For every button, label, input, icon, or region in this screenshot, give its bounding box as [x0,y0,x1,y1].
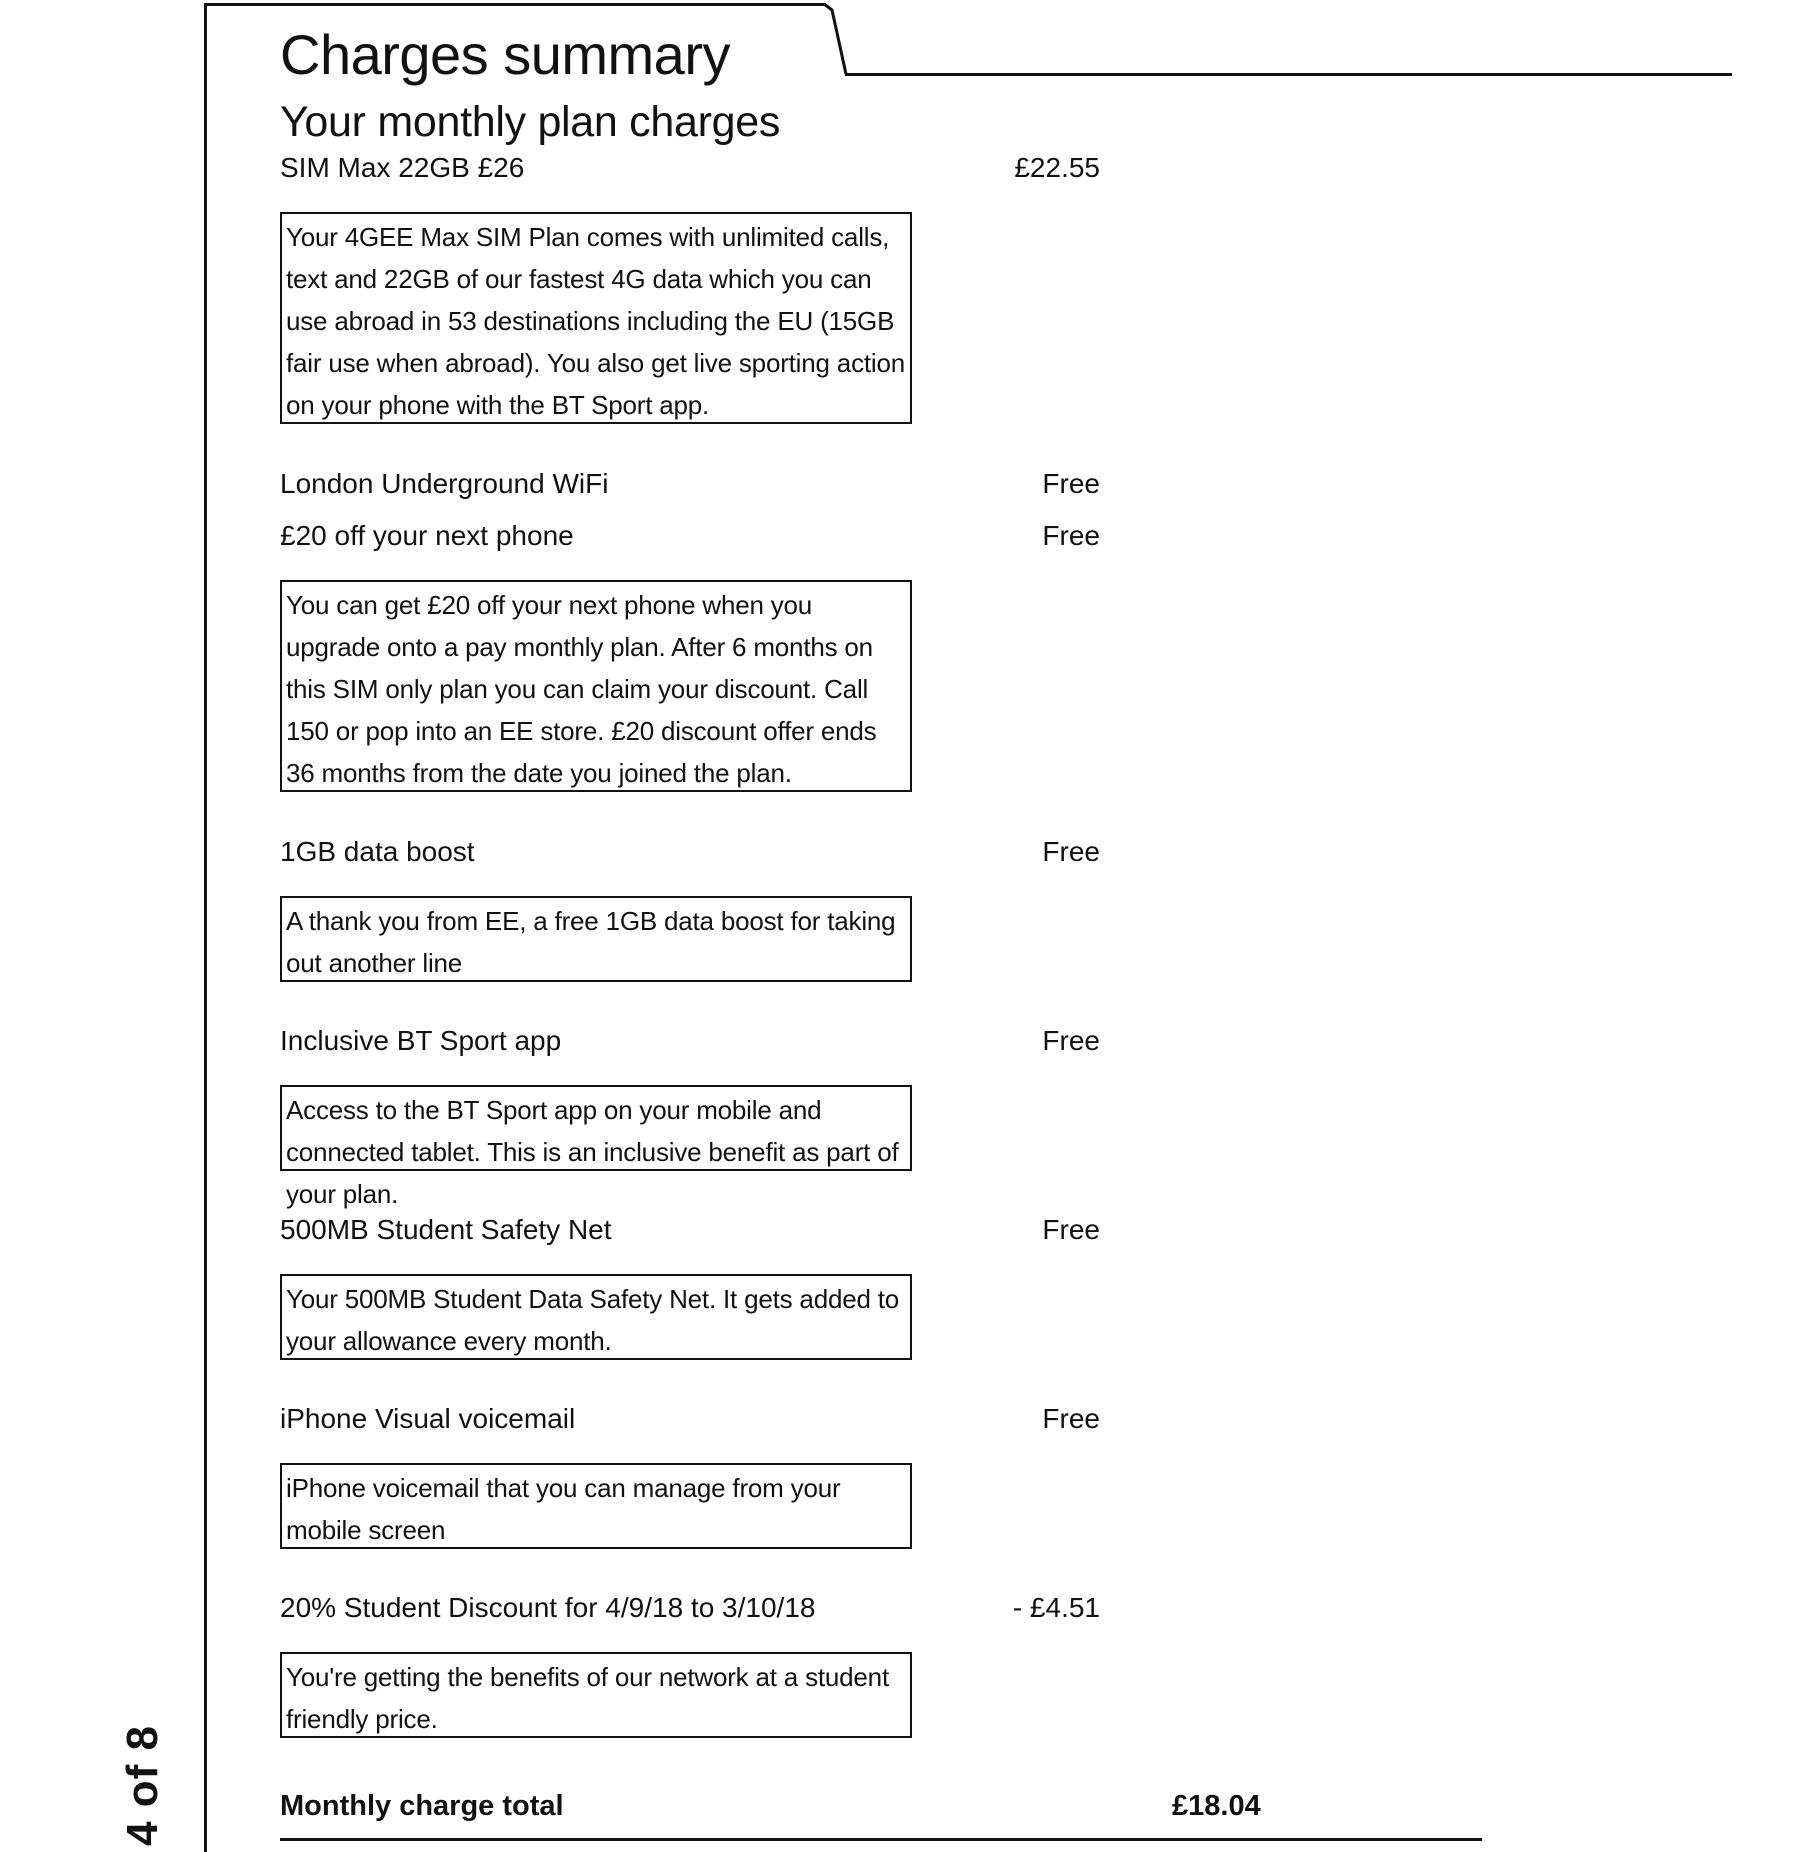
charge-item-description: You're getting the benefits of our network at a student friendly price. [280,1652,912,1738]
page-number: 4 of 8 [118,1725,167,1846]
section-header-rule [845,73,1732,76]
charge-item-label: SIM Max 22GB £26 [280,152,525,183]
charge-item-label: 500MB Student Safety Net [280,1214,612,1245]
charge-item-amount: Free [1042,468,1100,499]
charge-item-label: 1GB data boost [280,836,475,867]
charge-item-amount: Free [1042,1214,1100,1245]
left-border-line [204,3,207,1852]
charge-item-amount: Free [1042,520,1100,551]
section-subtitle: Your monthly plan charges [280,98,781,146]
charge-item-label: London Underground WiFi [280,468,609,499]
charge-item-label: Inclusive BT Sport app [280,1025,562,1056]
charge-item-amount: - £4.51 [1012,1592,1100,1623]
section-tab-slant [0,0,1812,100]
charge-item-description: iPhone voicemail that you can manage from your mobile screen [280,1463,912,1549]
charge-item-description: Your 4GEE Max SIM Plan comes with unlimited calls, text and 22GB of our fastest 4G data which you can use abroad in 53 destinations including the EU (15GB fair use when abroad). You also get live sporting action on your phone with the BT Sport app. [280,212,912,424]
monthly-total-amount: £18.04 [1172,1790,1261,1822]
charge-item-label: £20 off your next phone [280,520,574,551]
charge-item-amount: £22.55 [1014,152,1100,183]
charge-item-description: A thank you from EE, a free 1GB data boost for taking out another line [280,896,912,982]
charge-item-amount: Free [1042,836,1100,867]
page-title: Charges summary [280,23,730,86]
charge-item-description: Access to the BT Sport app on your mobile and connected tablet. This is an inclusive benefit as part of your plan. [280,1085,912,1171]
charge-item-amount: Free [1042,1403,1100,1434]
charge-item-amount: Free [1042,1025,1100,1056]
charge-item-description: Your 500MB Student Data Safety Net. It gets added to your allowance every month. [280,1274,912,1360]
monthly-total-label: Monthly charge total [280,1790,564,1822]
charge-item-label: iPhone Visual voicemail [280,1403,576,1434]
charge-item-label: 20% Student Discount for 4/9/18 to 3/10/18 [280,1592,816,1623]
total-underline [280,1838,1482,1841]
charge-item-description: You can get £20 off your next phone when you upgrade onto a pay monthly plan. After 6 months on this SIM only plan you can claim your discount. Call 150 or pop into an EE store. £20 discount offer ends 36 months from the date you joined the plan. [280,580,912,792]
